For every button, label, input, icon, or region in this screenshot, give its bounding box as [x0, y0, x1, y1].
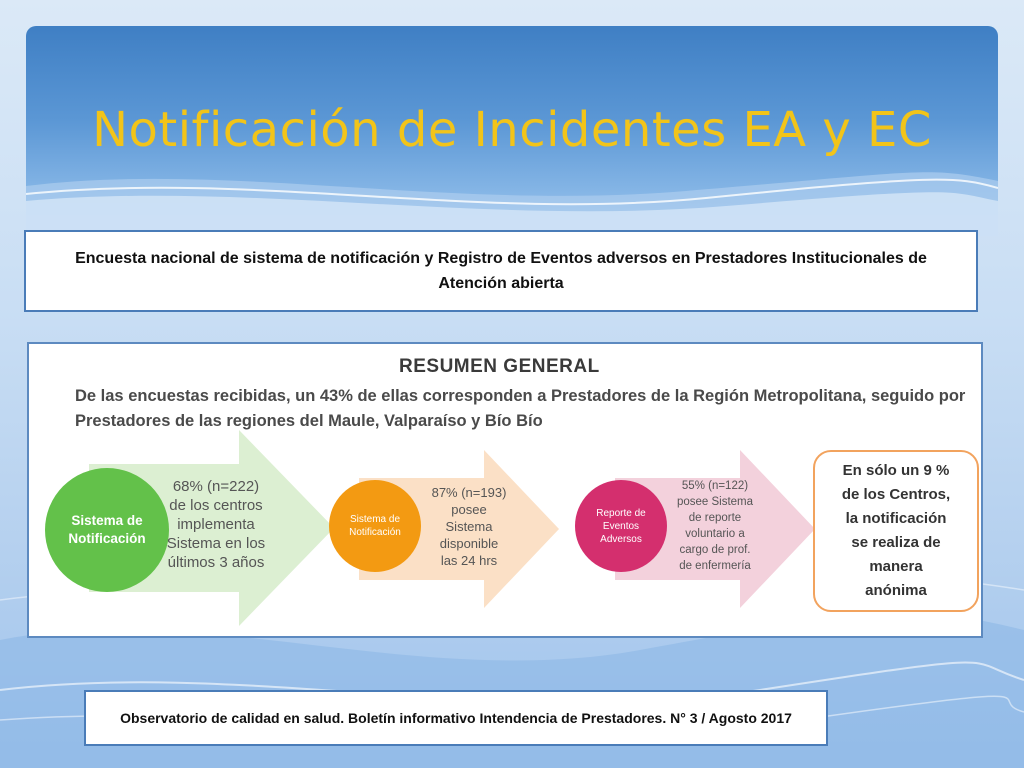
- summary-heading: RESUMEN GENERAL: [399, 356, 600, 377]
- step-1-circle: [45, 468, 169, 592]
- anonymous-notification-callout: [813, 450, 979, 612]
- survey-description-box: [24, 230, 978, 312]
- step-2-line-1: 87% (n=193): [431, 485, 507, 500]
- step-2-circle-label: Sistema de Notificación: [349, 514, 401, 538]
- source-citation-box: [84, 690, 828, 746]
- step-3-line-5: cargo de prof.: [679, 544, 751, 556]
- survey-description: Encuesta nacional de sistema de notificación y Registro de Eventos adversos en Prestadores Institucionales de Atención abierta: [75, 250, 927, 292]
- step-3-line-2: posee Sistema: [676, 496, 754, 508]
- callout-line-2: de los Centros,: [841, 486, 951, 503]
- slide-title: Notificación de Incidentes EA y EC: [92, 102, 932, 158]
- step-1-line-3: implementa: [177, 516, 255, 533]
- step-1-text: [161, 477, 271, 572]
- step-1-line-2: de los centros: [169, 497, 263, 514]
- step-3-circle-label: Reporte de Eventos Adversos: [596, 507, 646, 545]
- callout-line-5: manera: [869, 558, 923, 575]
- callout-line-3: la notificación: [845, 510, 947, 527]
- step-2-line-4: disponible: [439, 536, 499, 551]
- step-3-line-6: de enfermería: [679, 560, 751, 572]
- step-3-line-3: de reporte: [688, 512, 742, 524]
- step-2-line-3: Sistema: [445, 519, 493, 534]
- callout-line-4: se realiza de: [851, 534, 941, 551]
- source-citation: Observatorio de calidad en salud. Boletín informativo Intendencia de Prestadores. N° 3 / Agosto 2017: [120, 710, 792, 726]
- summary-line-2: Prestadores de las regiones del Maule, Valparaíso y Bío Bío: [75, 412, 543, 430]
- step-1-circle-label: Sistema de Notificación: [68, 513, 146, 546]
- header-wave-decoration: [26, 166, 998, 236]
- summary-line-1: De las encuestas recibidas, un 43% de ellas corresponden a Prestadores de la Región Metropolitana, seguido por: [75, 387, 966, 405]
- step-1-line-5: últimos 3 años: [167, 554, 265, 571]
- step-1-line-1: 68% (n=222): [172, 478, 260, 495]
- step-3-line-1: 55% (n=122): [681, 480, 749, 492]
- summary-infographic: [27, 342, 983, 638]
- step-3-text: [665, 478, 765, 574]
- step-2-text: [421, 484, 517, 569]
- step-3-circle: [575, 480, 667, 572]
- title-header-panel: [26, 26, 998, 236]
- summary-text: [75, 384, 975, 434]
- step-1-line-4: Sistema en los: [166, 535, 266, 552]
- step-3-line-4: voluntario a: [685, 528, 745, 540]
- step-2-line-2: posee: [451, 502, 487, 517]
- callout-line-1: En sólo un 9 %: [842, 462, 950, 479]
- step-2-line-5: las 24 hrs: [440, 553, 498, 568]
- step-2-circle: [329, 480, 421, 572]
- callout-line-6: anónima: [865, 582, 927, 599]
